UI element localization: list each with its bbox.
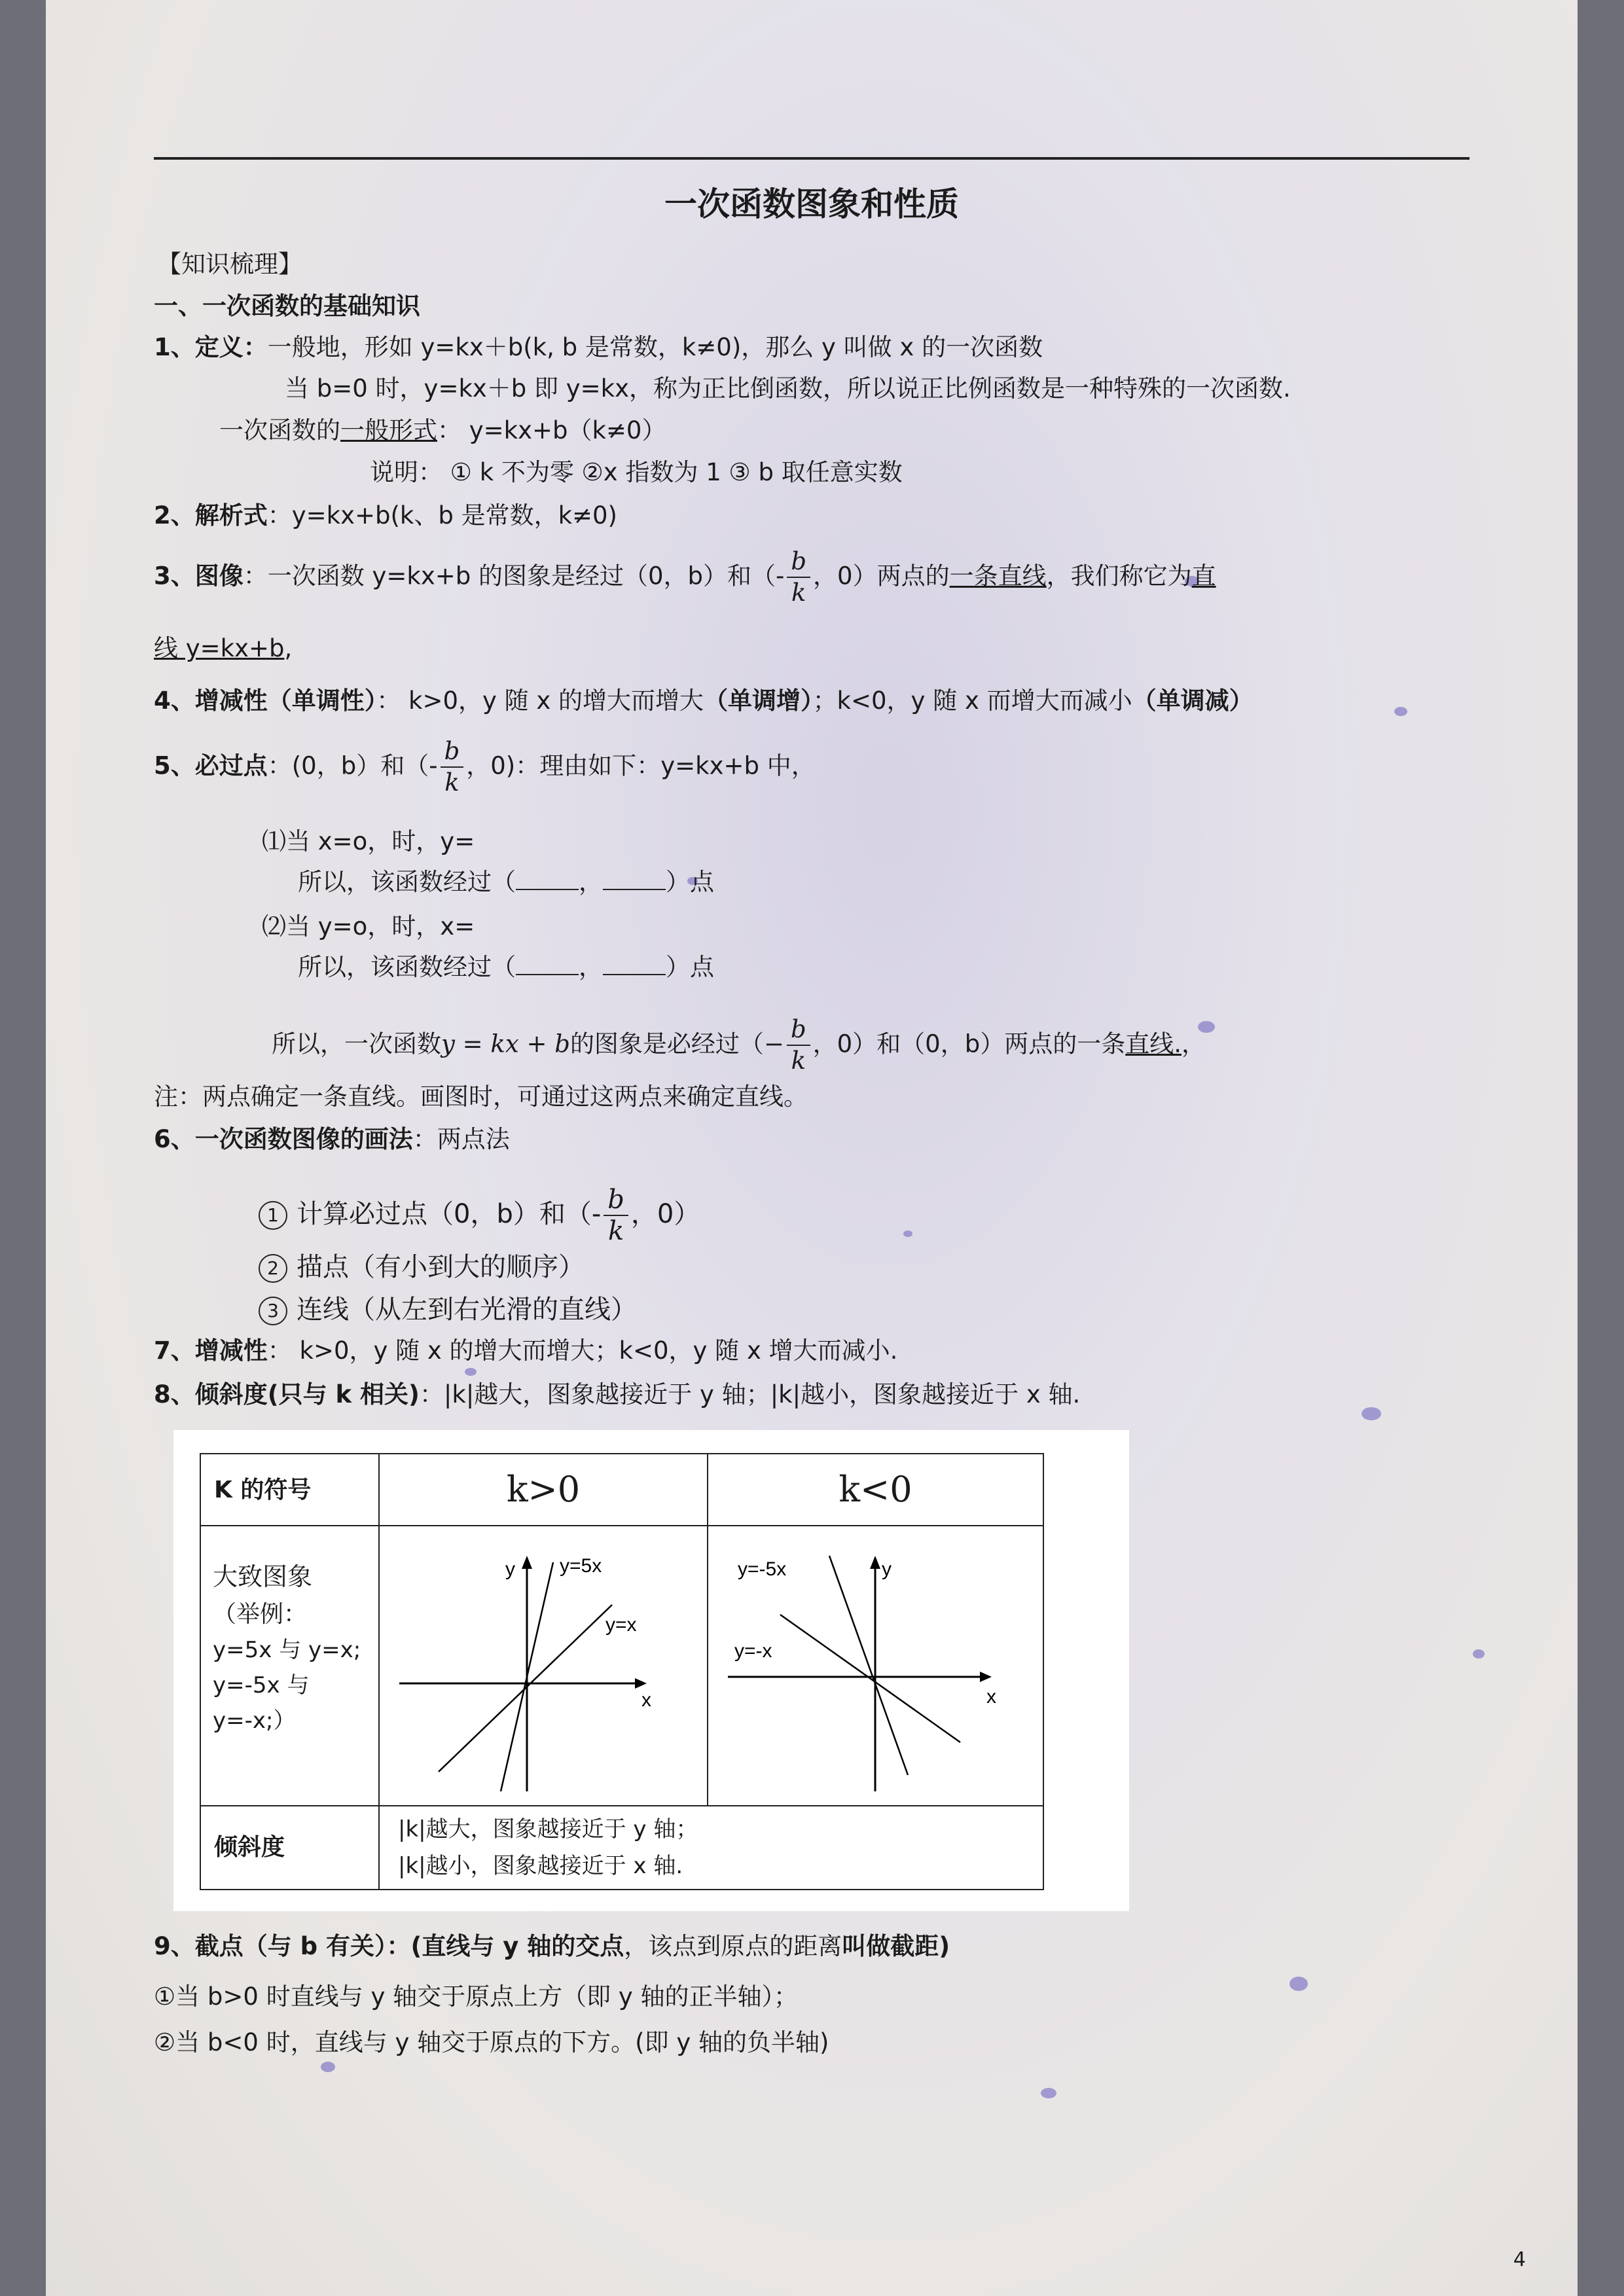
- paint-speck: [1041, 2088, 1056, 2098]
- line-label-y-x: y=x: [605, 1614, 637, 1636]
- paint-speck: [1473, 1649, 1485, 1659]
- intercept-positive: ①当 b>0 时直线与 y 轴交于原点上方（即 y 轴的正半轴）；: [154, 1982, 799, 2011]
- case1-conclusion: [298, 865, 714, 899]
- step1-text-a: 计算必过点（0，b）和（-: [297, 1199, 602, 1229]
- required-points-label: 5、必过点: [154, 751, 268, 780]
- row-inclination-label-cell: [200, 1805, 380, 1890]
- graph-text-c: ，我们称它为: [1046, 562, 1192, 590]
- fraction-b-over-k: [787, 547, 810, 608]
- negative-graph: [708, 1526, 1043, 1805]
- answer-blank[interactable]: [603, 869, 666, 890]
- answer-blank[interactable]: [516, 869, 579, 890]
- monotonicity-increasing: （单调增）: [704, 687, 813, 715]
- answer-blank[interactable]: [603, 954, 666, 975]
- definition-text: 一般地，形如 y=kx＋b(k, b 是常数，k≠0)，那么 y 叫做 x 的一次函数: [267, 333, 1043, 361]
- case1-line: ⑴当 x=o，时，y=: [262, 827, 475, 855]
- case1-conclusion-c: ）点: [666, 868, 714, 896]
- table-header-label-cell: [200, 1453, 380, 1526]
- case1-conclusion-a: 所以，该函数经过（: [298, 868, 516, 896]
- conclusion-tail: ，: [1181, 1030, 1206, 1058]
- step-number-3: 3: [259, 1297, 287, 1325]
- k-sign-table: [173, 1430, 1129, 1911]
- intercept-label-b: 叫做截距): [842, 1932, 950, 1960]
- case2-conclusion-a: 所以，该函数经过（: [298, 953, 516, 981]
- step3-line: [259, 1293, 637, 1327]
- row-graph-label-5: y=-x;）: [213, 1708, 296, 1734]
- step2-line: [259, 1250, 585, 1284]
- drawing-method-text: ：两点法: [412, 1125, 510, 1153]
- graph-underlined-name: 线 y=kx+b: [154, 634, 285, 662]
- step-number-2: 2: [259, 1254, 287, 1283]
- line-label-y-negx: y=-x: [734, 1640, 772, 1662]
- x-axis-arrow-icon: [635, 1678, 647, 1689]
- fraction-b-over-k: [787, 1014, 810, 1076]
- conclusion-formula: y = kx + b: [441, 1030, 570, 1058]
- explanation-line: 说明： ① k 不为零 ②x 指数为 1 ③ b 取任意实数: [370, 458, 903, 486]
- x-axis-arrow-icon: [980, 1672, 992, 1682]
- monotonicity2-line: [154, 1334, 897, 1368]
- positive-graph: [380, 1526, 707, 1805]
- conclusion-line: [272, 1014, 1206, 1076]
- fraction-numerator: b: [604, 1185, 628, 1216]
- table-header-negative-cell: [707, 1453, 1044, 1526]
- monotonicity2-label: 7、增减性: [154, 1336, 268, 1365]
- case2-conclusion-comma: ，: [579, 953, 603, 981]
- fraction-b-over-k: [604, 1185, 628, 1246]
- paint-speck: [1362, 1407, 1381, 1420]
- fraction-numerator: b: [787, 547, 810, 578]
- required-points-text-a: ：(0，b）和（-: [267, 751, 438, 780]
- inclination-label: 8、倾斜度(只与 k 相关): [154, 1380, 420, 1408]
- note-line: 注：两点确定一条直线。画图时，可通过这两点来确定直线。: [154, 1083, 808, 1111]
- row-graph-label-1: 大致图象: [213, 1562, 313, 1591]
- x-axis-label: x: [986, 1686, 996, 1708]
- intercept-negative: ②当 b<0 时，直线与 y 轴交于原点的下方。(即 y 轴的负半轴): [154, 2028, 829, 2056]
- page-title: 一次函数图象和性质: [664, 185, 959, 223]
- monotonicity2-text: ： k>0，y 随 x 的增大而增大；k<0，y 随 x 增大而减小.: [267, 1336, 898, 1365]
- row-graph-label-4: y=-5x 与: [213, 1672, 310, 1698]
- inclination-text: ：|k|越大，图象越接近于 y 轴；|k|越小，图象越接近于 x 轴.: [419, 1380, 1081, 1408]
- graph-tail: ,: [284, 634, 293, 662]
- fraction-denominator: k: [444, 768, 460, 797]
- line-y-negx: [780, 1615, 960, 1742]
- monotonicity-label: 4、增减性（单调性）: [154, 687, 377, 715]
- y-axis-arrow-icon: [870, 1556, 880, 1569]
- monotonicity-text-a: ： k>0，y 随 x 的增大而增大: [376, 687, 704, 715]
- x-axis-label: x: [641, 1689, 651, 1711]
- graph-label: 3、图像: [154, 562, 244, 590]
- fraction-b-over-k: [441, 736, 464, 798]
- row-inclination-label: 倾斜度: [214, 1834, 285, 1861]
- answer-blank[interactable]: [516, 954, 579, 975]
- minus-sign: −: [763, 1030, 784, 1058]
- fraction-denominator: k: [791, 579, 806, 607]
- monotonicity-line: [154, 684, 1254, 718]
- fraction-denominator: k: [607, 1216, 624, 1246]
- section-tag: 【知识梳理】: [157, 250, 302, 278]
- step-number-1: 1: [259, 1201, 287, 1230]
- graph-text-a: ：一次函数 y=kx+b 的图象是经过（0，b）和（-: [243, 562, 785, 590]
- row-graph-label-cell: [200, 1525, 380, 1806]
- monotonicity-decreasing: （单调减）: [1132, 687, 1254, 715]
- graph-text-b: ，0）两点的: [813, 562, 950, 590]
- step1-line: [259, 1185, 700, 1246]
- paint-speck: [465, 1368, 477, 1376]
- case2-line: ⑵当 y=o，时，x=: [262, 912, 475, 941]
- intercept-text: ，该点到原点的距离: [624, 1932, 842, 1960]
- graph-definition-line: [154, 547, 1216, 608]
- analytic-form-line: [154, 499, 617, 533]
- step1-text-b: ，0）: [630, 1199, 700, 1229]
- line-y-neg5x: [829, 1556, 908, 1775]
- header-rule: [154, 157, 1470, 160]
- fraction-numerator: b: [441, 736, 464, 768]
- inclination-line: [154, 1378, 1080, 1412]
- table-header-positive-cell: [378, 1453, 708, 1526]
- graph-underlined-line: 一条直线: [949, 562, 1047, 590]
- definition-label: 1、定义：: [154, 333, 268, 361]
- table-header-positive: k>0: [506, 1469, 581, 1510]
- line-label-y-5x: y=5x: [560, 1555, 602, 1577]
- inclination-text-line2: |k|越小，图象越接近于 x 轴.: [398, 1853, 683, 1879]
- case2-conclusion-c: ）点: [666, 953, 714, 981]
- paint-speck: [321, 2062, 335, 2072]
- y-axis-label: y: [505, 1558, 515, 1580]
- conclusion-underlined: 直线.: [1125, 1030, 1182, 1058]
- graph-definition-line2: [154, 632, 292, 666]
- line-y-x: [439, 1605, 612, 1772]
- line-label-y-neg5x: y=-5x: [738, 1558, 787, 1580]
- negative-graph-cell: [707, 1525, 1044, 1806]
- table-header-negative: k<0: [839, 1469, 912, 1510]
- conclusion-text-b: 的图象是必经过（: [569, 1030, 764, 1058]
- definition-line: [154, 331, 1043, 365]
- table-header-label: K 的符号: [214, 1477, 312, 1503]
- row-inclination-text-cell: [378, 1805, 1044, 1890]
- intercept-label-a: 9、截点（与 b 有关）：(直线与 y 轴的交点: [154, 1932, 624, 1960]
- paint-speck: [903, 1230, 912, 1237]
- y-axis-label: y: [882, 1558, 892, 1580]
- paint-speck: [1394, 707, 1407, 716]
- general-form-formula: ： y=kx+b（k≠0）: [437, 416, 666, 444]
- drawing-method-line: [154, 1122, 510, 1157]
- page-number: 4: [1513, 2248, 1526, 2271]
- positive-graph-cell: [378, 1525, 708, 1806]
- row-graph-label-3: y=5x 与 y=x;: [213, 1637, 361, 1663]
- case1-conclusion-comma: ，: [579, 868, 603, 896]
- analytic-form-label: 2、解析式: [154, 501, 268, 529]
- general-form-underlined: 一般形式: [340, 416, 437, 444]
- y-axis-arrow-icon: [522, 1556, 532, 1569]
- monotonicity-text-b: ；k<0，y 随 x 而增大而减小: [812, 687, 1132, 715]
- general-form: [219, 414, 666, 448]
- conclusion-text-a: 所以，一次函数: [272, 1030, 441, 1058]
- paint-speck: [1290, 1977, 1308, 1991]
- conclusion-text-c: ，0）和（0，b）两点的一条: [812, 1030, 1126, 1058]
- intercept-line: [154, 1929, 950, 1964]
- row-graph-label-2: （举例：: [213, 1601, 308, 1628]
- case2-conclusion: [298, 950, 714, 984]
- fraction-numerator: b: [787, 1014, 810, 1046]
- required-points-line: [154, 736, 816, 798]
- required-points-text-b: ，0)：理由如下：y=kx+b 中，: [466, 751, 816, 780]
- step3-text: 连线（从左到右光滑的直线）: [297, 1295, 637, 1325]
- proportional-note: 当 b=0 时，y=kx＋b 即 y=kx，称为正比倒函数，所以说正比例函数是一种特殊的一次函数.: [285, 374, 1291, 403]
- inclination-text-line1: |k|越大，图象越接近于 y 轴；: [398, 1816, 698, 1842]
- general-form-prefix: 一次函数的: [219, 416, 340, 444]
- analytic-form-text: ：y=kx+b(k、b 是常数，k≠0): [267, 501, 617, 529]
- drawing-method-label: 6、一次函数图像的画法: [154, 1125, 413, 1153]
- fraction-denominator: k: [791, 1047, 806, 1075]
- graph-underlined-straight: 直: [1191, 562, 1216, 590]
- heading-basics: 一、一次函数的基础知识: [154, 292, 420, 320]
- step2-text: 描点（有小到大的顺序）: [297, 1252, 585, 1282]
